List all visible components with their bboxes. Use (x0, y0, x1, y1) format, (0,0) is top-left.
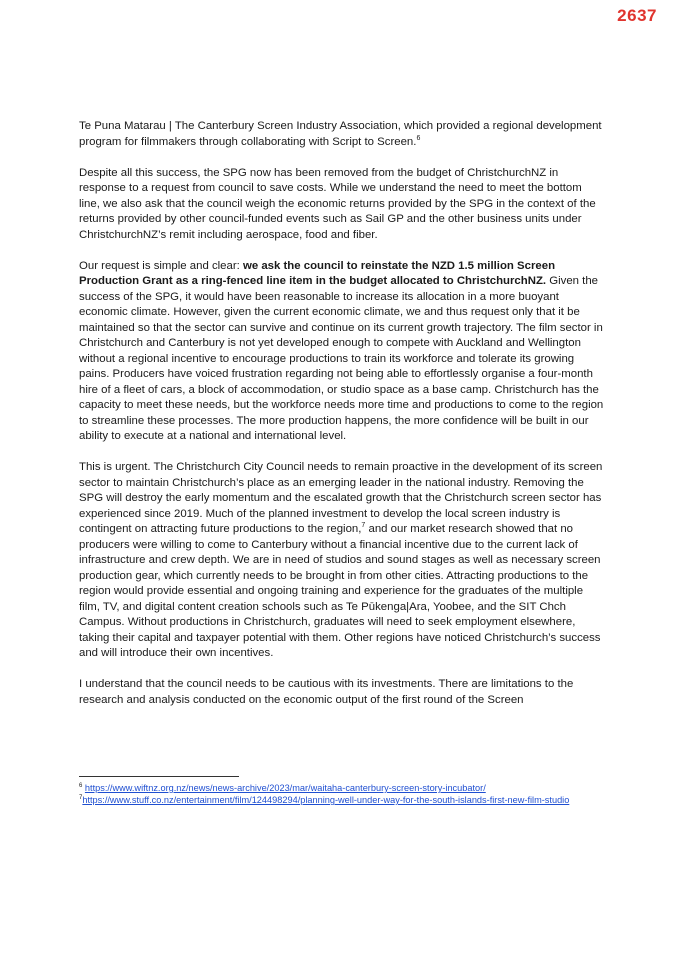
footnote-6 (79, 782, 604, 794)
footnote-6-number: 6 (79, 782, 83, 789)
paragraph-spg-removed-text: Despite all this success, the SPG now has been removed from the budget of ChristchurchNZ in response to a request from council to save costs. While we understand the need to meet the bottom line, we also ask that the council weigh the economic returns provided by the SPG in the context of the returns provided by other council-funded events such as Sail GP and the other business units under ChristchurchNZ’s remit including aerospace, food and fiber. (79, 166, 596, 241)
paragraph-cautious-text: I understand that the council needs to be cautious with its investments. There are limitations to the research and analysis conducted on the economic output of the first round of the Screen (79, 678, 574, 706)
paragraph-cautious (79, 677, 604, 708)
footnote-6-link[interactable]: https://www.wiftnz.org.nz/news/news-archive/2023/mar/waitaha-canterbury-screen-story-incubator/ (84, 783, 486, 793)
footnote-7-link[interactable]: https://www.stuff.co.nz/entertainment/film/124498294/planning-well-under-way-for-the-south-islands-first-new-film-studio (82, 795, 570, 805)
paragraph-request-lead: Our request is simple and clear: (79, 259, 243, 272)
paragraph-association-text: Te Puna Matarau | The Canterbury Screen Industry Association, which provided a regional development program for filmmakers through collaborating with Script to Screen. (79, 120, 602, 148)
footnote-7 (79, 794, 604, 806)
paragraph-urgent-text-b: and our market research showed that no producers were willing to come to Canterbury without a financial incentive due to the current lack of infrastructure and crew depth. We are in need of studios and sound stages as well as necessary screen production gear, which currently needs to be brought in from other cities. Attracting productions to the region would provide essential and ongoing training and experience for the graduates of the multiple film, TV, and digital content creation schools such as Te Pūkenga|Ara, Yoobee, and the SIT Chch Campus. Without productions in Christchurch, graduates will need to seek employment elsewhere, taking their capital and taxpayer potential with them. Other regions have noticed Christchurch’s success and will introduce their own incentives. (79, 523, 601, 659)
footnote-divider (79, 776, 239, 777)
page-number: 2637 (617, 6, 657, 25)
footnote-ref-7[interactable]: 7 (361, 522, 366, 530)
footnotes (79, 782, 604, 806)
paragraph-urgent-text-a: This is urgent. The Christchurch City Council needs to remain proactive in the development of its screen sector to maintain Christchurch’s place as an emerging leader in the national industry. Removing the SPG will destroy the early momentum and the escalated growth that the Christchurch screen sector has experienced since 2019. Much of the planned investment to develop the local screen industry is contingent on attracting future productions to the region, (79, 461, 603, 535)
paragraph-urgent (79, 460, 604, 662)
footnote-ref-6[interactable]: 6 (416, 134, 421, 142)
paragraph-request-bold: we ask the council to reinstate the NZD 1.5 million Screen Production Grant as a ring-fenced line item in the budget allocated to ChristchurchNZ. (79, 259, 556, 287)
paragraph-spg-removed (79, 166, 604, 244)
paragraph-association (79, 119, 604, 150)
paragraph-request (79, 259, 604, 445)
paragraph-request-rest: Given the success of the SPG, it would have been reasonable to increase its allocation in a more buoyant economic climate. However, given the current economic climate, we and thus request only that it be maintained so that the sector can survive and continue on its current growth trajectory. The film sector in Christchurch and Canterbury is not yet developed enough to compete with Auckland and Wellington without a regional incentive to encourage productions to train its workforce and tolerate its growing pains. Producers have voiced frustration regarding not being able to effortlessly organise a four-month hire of a fleet of cars, a block of accommodation, or studio space as a base camp. Christchurch has the capacity to meet these needs, but the workforce needs more time and productions to come to the region to streamline these processes. The more production happens, the more confidence will be built in our ability to execute at a national and international level. (79, 275, 604, 442)
document-body (79, 119, 604, 724)
footnote-7-number: 7 (79, 794, 83, 801)
